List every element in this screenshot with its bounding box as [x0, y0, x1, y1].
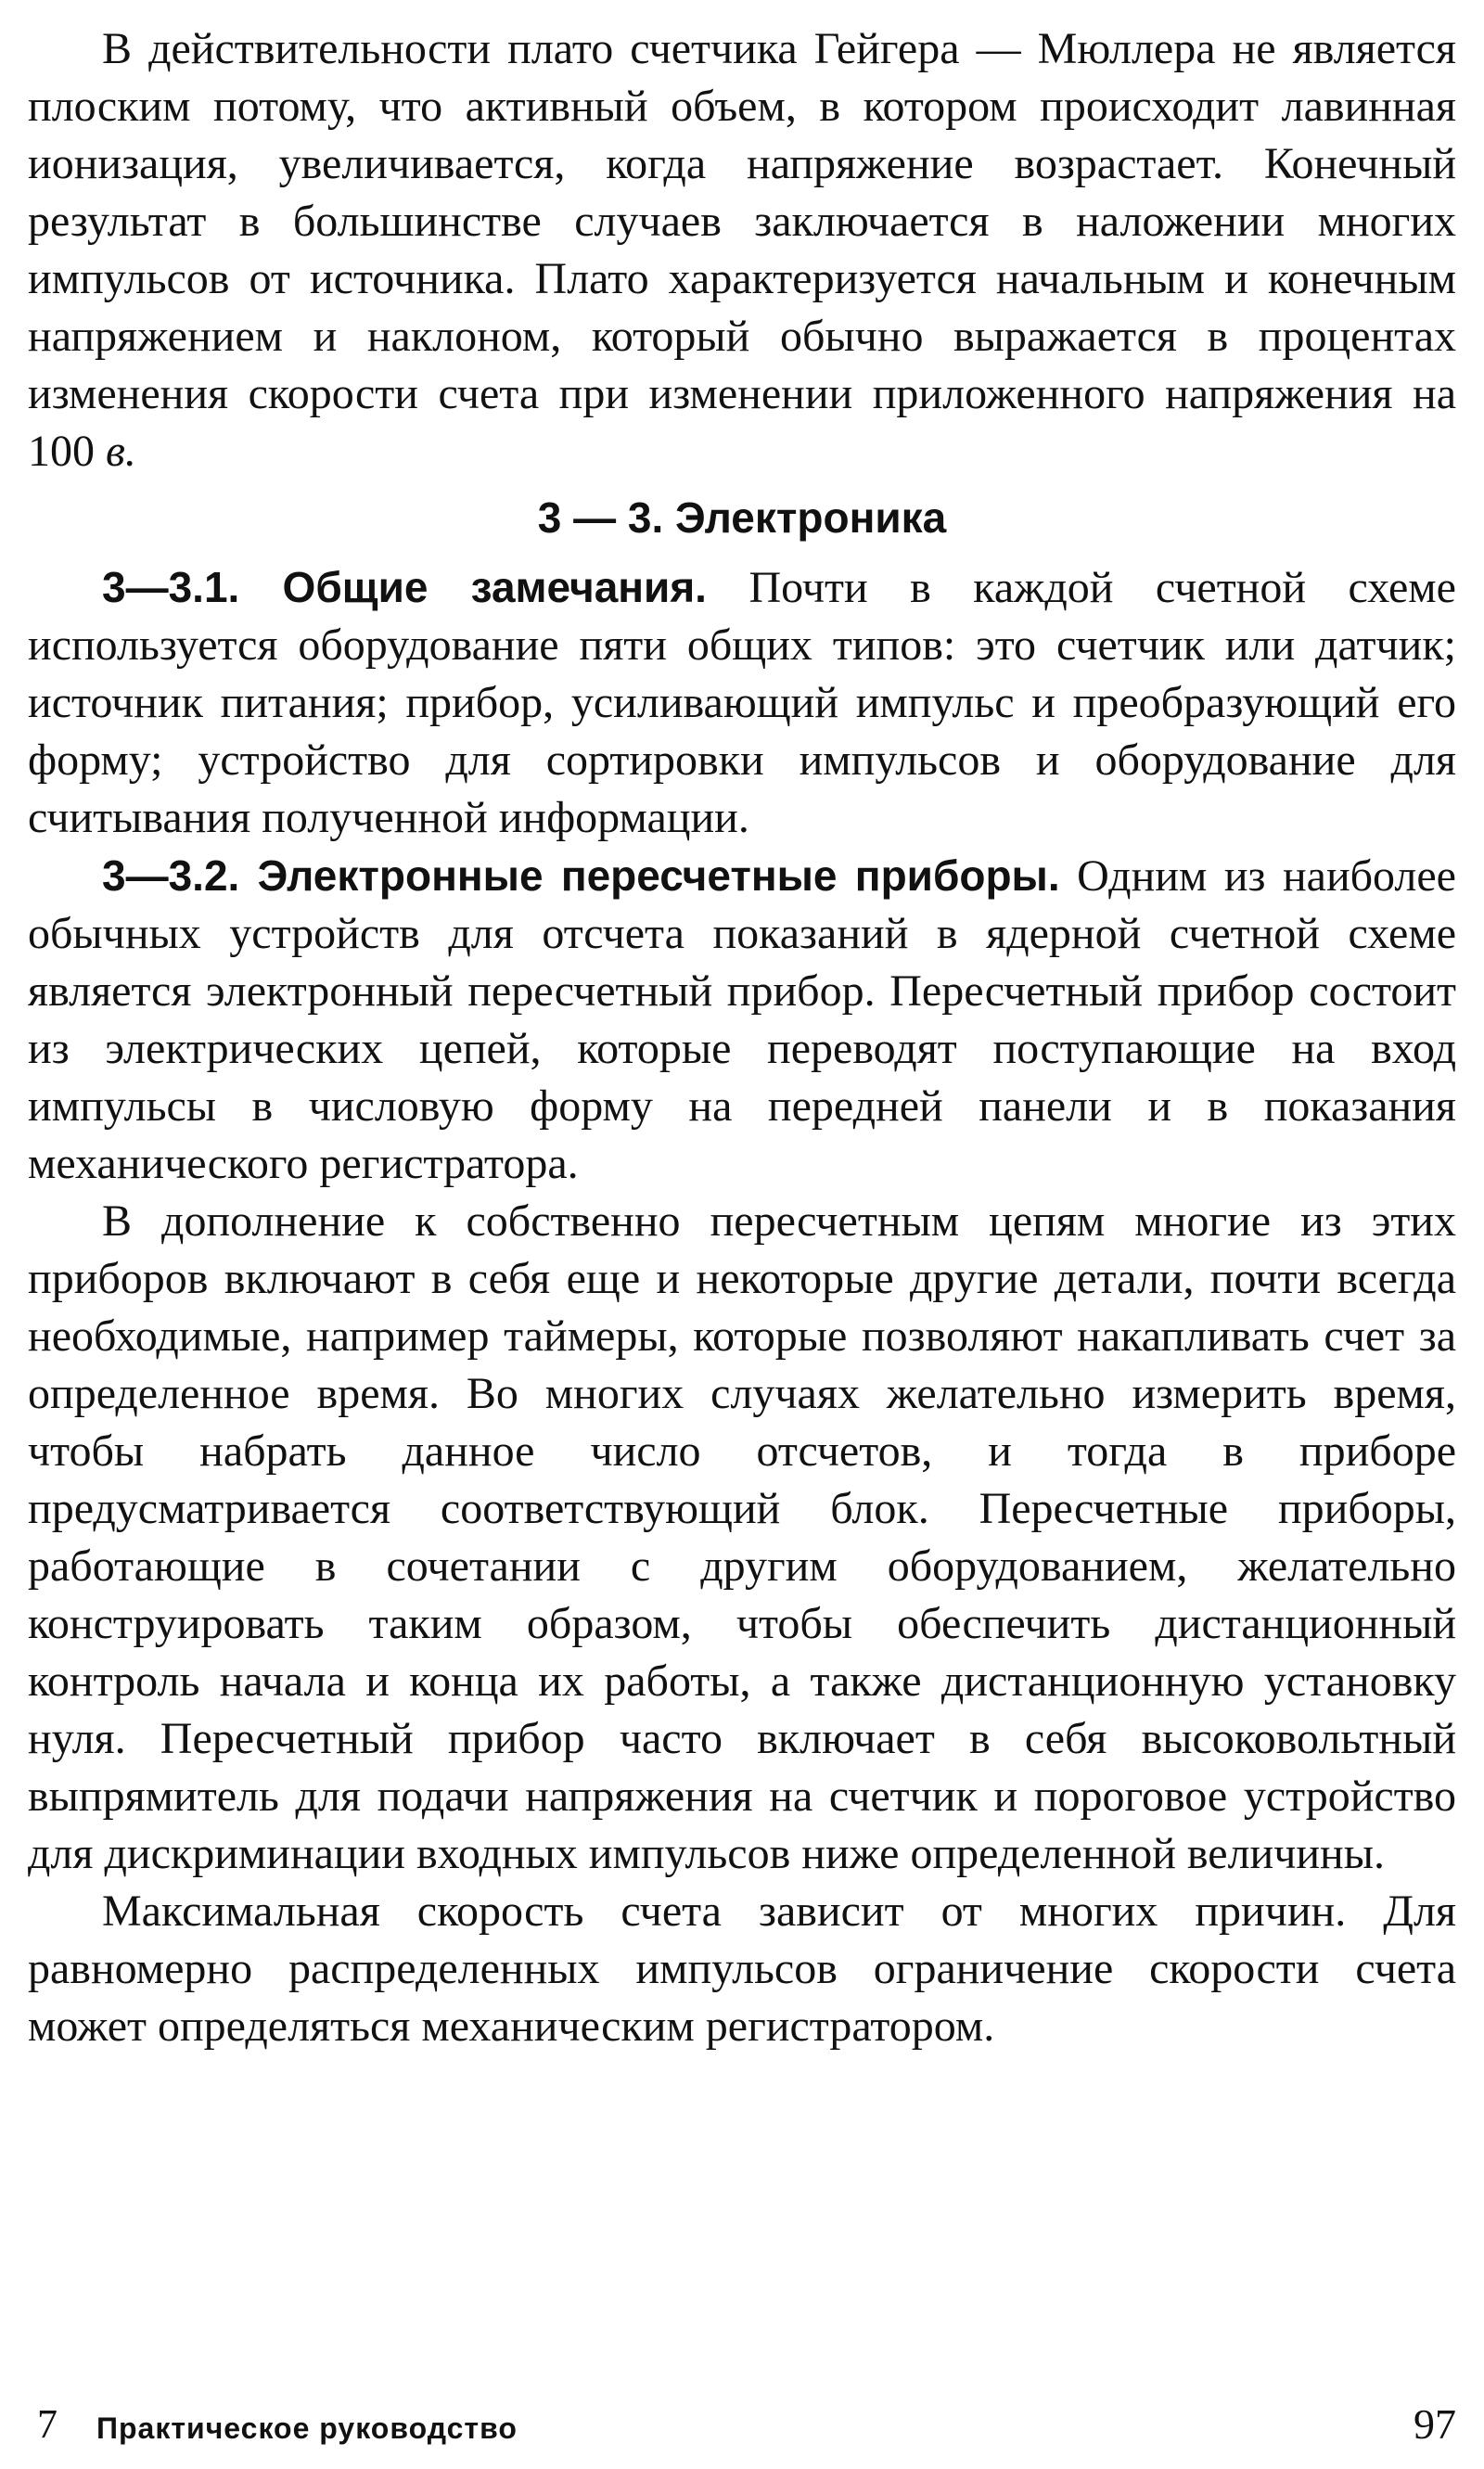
page-number: 97: [1414, 2400, 1456, 2448]
subsection-3-3-1-paragraph: [28, 558, 1456, 847]
subsection-3-3-2-heading: 3—3.2. Электронные пересчетные приборы.: [102, 851, 1060, 900]
book-title-footer: Практическое руководство: [96, 2411, 518, 2445]
subsection-3-3-1-text: Почти в каждой счетной схеме используется оборудование пяти общих типов: это счетчик или датчик; источник питания; прибор, усиливающий импульс и преобразующий его форму; устройство для сортировки импульсов и оборудование для считывания полученной информации.: [28, 563, 1456, 842]
max-count-rate-paragraph: Максимальная скорость счета зависит от многих причин. Для равномерно распределенных импульсов ограничение скорости счета может определяться механическим регистратором.: [28, 1887, 1456, 2051]
subsection-3-3-1-heading: 3—3.1. Общие замечания.: [102, 563, 707, 611]
intro-paragraph: [28, 20, 1456, 480]
intro-text: В действительности плато счетчика Гейгера — Мюллера не является плоским потому, что активный объем, в котором происходит лавинная ионизация, увеличивается, когда напряжение возрастает. Конечный результат в большинстве случаев заключается в наложении многих импульсов от источника. Плато характеризуется начальным и конечным напряжением и наклоном, который обычно выражается в процентах изменения скорости счета при изменении приложенного напряжения на 100: [28, 24, 1456, 476]
voltage-unit: в.: [106, 427, 136, 476]
additional-components-paragraph: В дополнение к собственно пересчетным цепям многие из этих приборов включают в себя еще и некоторые другие детали, почти всегда необходимые, например таймеры, которые позволяют накапливать счет за определенное время. Во многих случаях желательно измерить время, чтобы набрать данное число отсчетов, и тогда в приборе предусматривается соответствующий блок. Пересчетные приборы, работающие в сочетании с другим оборудованием, желательно конструировать таким образом, чтобы обеспечить дистанционный контроль начала и конца их работы, а также дистанционную установку нуля. Пересчетный прибор часто включает в себя высоковольтный выпрямитель для подачи напряжения на счетчик и пороговое устройство для дискриминации входных импульсов ниже определенной величины.: [28, 1196, 1456, 1878]
page-body: [28, 20, 1456, 2055]
section-title: 3 — 3. Электроника: [537, 493, 947, 542]
subsection-3-3-2-paragraph: [28, 847, 1456, 1193]
subsection-3-3-2-text: Одним из наиболее обычных устройств для отсчета показаний в ядерной счетной схеме является электронный пересчетный прибор. Пересчетный прибор состоит из электрических цепей, которые переводят поступающие на вход импульсы в числовую форму на передней панели и в показания механического регистратора.: [28, 851, 1456, 1188]
signature-number: 7: [37, 2401, 58, 2447]
page-footer: [37, 2399, 1456, 2454]
